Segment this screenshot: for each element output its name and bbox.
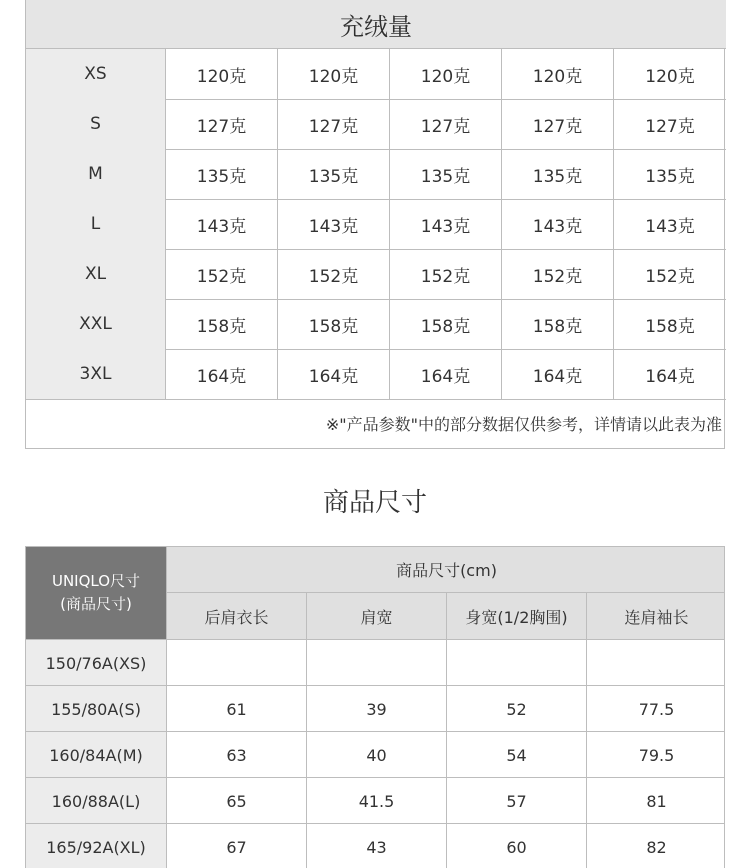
fill-size-label: M (26, 149, 166, 199)
size-header-line1: UNIQLO尺寸 (51, 572, 141, 590)
dimension-value (586, 640, 725, 686)
fill-weight-value: 143克 (502, 199, 614, 249)
fill-weight-value: 143克 (390, 199, 502, 249)
fill-weight-value: 127克 (645, 116, 695, 137)
dimension-size-label: 160/84A(M) (26, 732, 166, 778)
fill-size-label: XL (26, 249, 166, 299)
fill-weight-value: 120克 (166, 49, 278, 99)
fill-weight-value: 135克 (502, 149, 614, 199)
fill-weight-value: 152克 (166, 249, 278, 299)
dimension-column-header: 肩宽 (306, 593, 446, 639)
fill-weight-row (26, 249, 726, 300)
dimension-value (306, 640, 446, 686)
fill-weight-value: 164克 (166, 349, 278, 399)
dimensions-heading: 商品尺寸 (322, 487, 427, 518)
size-column-header (26, 547, 166, 639)
dimension-row (26, 777, 725, 824)
fill-weight-value: 120克 (278, 49, 390, 99)
dimension-size-label: 150/76A(XS) (26, 640, 166, 686)
fill-weight-row (26, 299, 726, 350)
size-header-line2: (商品尺寸) (60, 595, 132, 613)
dimension-value: 57 (446, 778, 586, 824)
fill-weight-value: 135克 (645, 166, 695, 187)
fill-weight-row (26, 49, 726, 100)
dimension-value: 67 (166, 824, 306, 868)
fill-weight-value: 152克 (390, 249, 502, 299)
fill-weight-value: 164克 (502, 349, 614, 399)
fill-weight-row (26, 99, 726, 150)
fill-weight-value: 152克 (278, 249, 390, 299)
fill-weight-value: 143克 (278, 199, 390, 249)
fill-weight-value: 158克 (502, 299, 614, 349)
dimension-value (446, 640, 586, 686)
dimension-size-label: 155/80A(S) (26, 686, 166, 732)
fill-size-label: XS (26, 49, 166, 99)
fill-weight-value: 135克 (278, 149, 390, 199)
dimension-value: 41.5 (306, 778, 446, 824)
dimension-column-header: 连肩袖长 (586, 593, 725, 639)
fill-weight-value: 152克 (645, 266, 695, 287)
fill-weight-value: 164克 (645, 366, 695, 387)
dimension-value: 39 (306, 686, 446, 732)
dimension-size-label: 165/92A(XL) (26, 824, 166, 868)
fill-weight-value: 158克 (278, 299, 390, 349)
dimension-value: 79.5 (586, 732, 725, 778)
fill-weight-row (26, 149, 726, 200)
dimension-value: 54 (446, 732, 586, 778)
fill-weight-value: 164克 (390, 349, 502, 399)
dimension-value: 60 (446, 824, 586, 868)
fill-weight-value: 158克 (390, 299, 502, 349)
fill-weight-value: 127克 (390, 99, 502, 149)
dimensions-group-header: 商品尺寸(cm) (166, 547, 725, 593)
dimension-value: 82 (586, 824, 725, 868)
fill-weight-table (25, 0, 725, 449)
fill-weight-value: 143克 (645, 216, 695, 237)
dimension-value: 40 (306, 732, 446, 778)
fill-weight-row (26, 199, 726, 250)
dimension-row (26, 731, 725, 778)
fill-weight-title: 充绒量 (26, 0, 726, 49)
dimension-value: 65 (166, 778, 306, 824)
dimension-value (166, 640, 306, 686)
fill-weight-value: 120克 (502, 49, 614, 99)
fill-weight-value: 158克 (645, 316, 695, 337)
fill-size-label: 3XL (26, 349, 166, 399)
dimension-value: 63 (166, 732, 306, 778)
fill-size-label: XXL (26, 299, 166, 349)
dimension-value: 61 (166, 686, 306, 732)
fill-size-label: L (26, 199, 166, 249)
fill-weight-value: 152克 (502, 249, 614, 299)
dimension-value: 43 (306, 824, 446, 868)
fill-weight-value: 135克 (166, 149, 278, 199)
fill-weight-value: 120克 (390, 49, 502, 99)
dimension-row (26, 639, 725, 686)
dimension-column-header: 后肩衣长 (166, 593, 306, 639)
dimensions-column-headers (166, 593, 725, 639)
fill-weight-value: 143克 (166, 199, 278, 249)
dimension-row (26, 685, 725, 732)
dimension-value: 81 (586, 778, 725, 824)
fill-weight-value: 127克 (166, 99, 278, 149)
dimension-column-header: 身宽(1/2胸围) (446, 593, 586, 639)
dimension-size-label: 160/88A(L) (26, 778, 166, 824)
dimensions-table (25, 546, 725, 868)
fill-weight-value: 127克 (278, 99, 390, 149)
fill-weight-value: 127克 (502, 99, 614, 149)
dimension-value: 77.5 (586, 686, 725, 732)
fill-weight-value: 164克 (278, 349, 390, 399)
fill-weight-value: 158克 (166, 299, 278, 349)
fill-weight-value: 120克 (645, 66, 695, 87)
dimension-row (26, 823, 725, 868)
fill-weight-row (26, 349, 726, 400)
fill-weight-value: 135克 (390, 149, 502, 199)
fill-weight-note: ※"产品参数"中的部分数据仅供参考，详情请以此表为准 (325, 415, 722, 434)
dimension-value: 52 (446, 686, 586, 732)
fill-size-label: S (26, 99, 166, 149)
